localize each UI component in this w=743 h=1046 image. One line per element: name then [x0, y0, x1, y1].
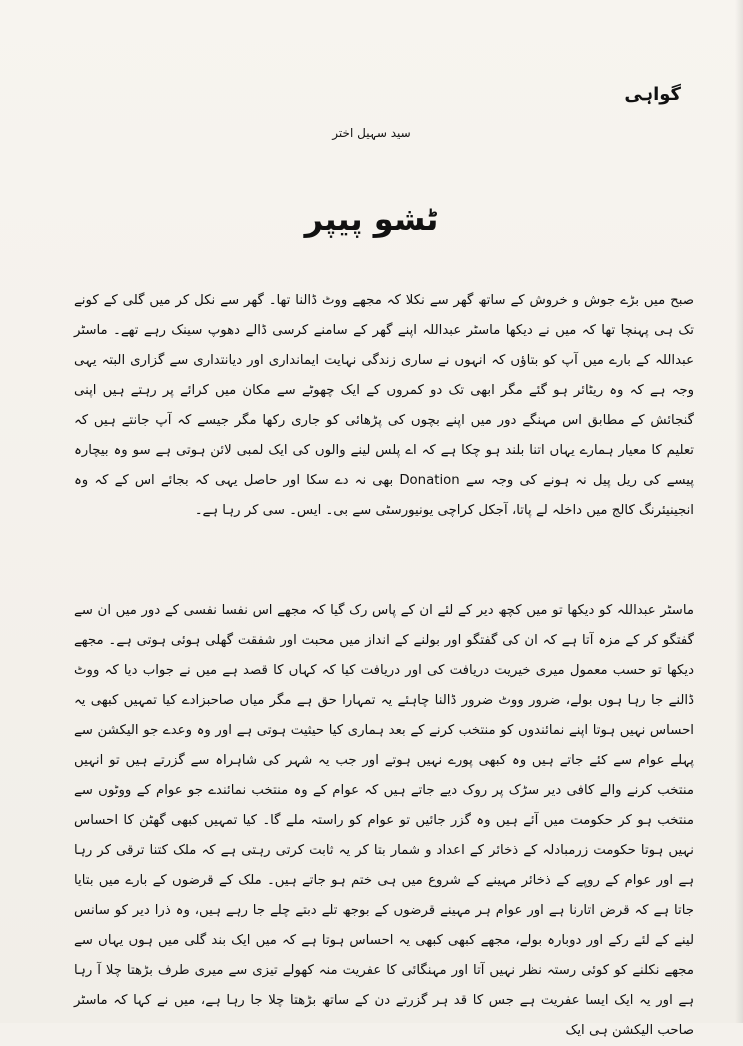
section-label: گواہی [624, 84, 681, 105]
story-paragraph-2: ماسٹر عبداللہ کو دیکھا تو میں کچھ دیر کے لئے ان کے پاس رک گیا کہ مجھے اس نفسا نفسی کے دور میں ان سے گفتگو کر کے مزہ آتا ہے کہ ان کی گفتگو اور بولنے کے انداز میں محبت اور شفقت گھلی ہوئی ہوتی ہے۔ مجھے دیکھا تو حسب معمول میری خیریت دریافت کی اور دریافت کیا کہ کہاں کا قصد ہے میں نے جواب دیا کہ ووٹ ڈالنے جا رہا ہوں بولے، ضرور ووٹ ضرور ڈالنا چاہئے یہ تمہارا حق ہے مگر میاں صاحبزادے کیا تمہیں کبھی یہ احساس نہیں ہوتا اپنے نمائندوں کو منتخب کرنے کے بعد ہماری کیا حیثیت ہوتی ہے اور وہ وعدے جو الیکشن سے پہلے عوام سے کئے جاتے ہیں وہ کبھی پورے نہیں ہوتے اور جب یہ شہر کی شاہراہ سے گزرتے ہیں تو انہیں منتخب کرنے والے کافی دیر سڑک پر روک دیے جاتے ہیں کہ عوام کے وہ منتخب نمائندے جو عوام کے ووٹوں سے منتخب ہو کر حکومت میں آئے ہیں وہ گزر جائیں تو عوام کو راستہ ملے گا۔ کیا تمہیں کبھی گھٹن کا احساس نہیں ہوتا حکومت زرمبادلہ کے ذخائر کے اعداد و شمار بتا کر یہ ثابت کرتی رہتی ہے کہ ملک کتنا ترقی کر رہا ہے اور عوام کے روپے کے ذخائر مہینے کے شروع میں ہی ختم ہو جاتے ہیں۔ ملک کے قرضوں کے بارے میں بتایا جاتا ہے کہ قرض اتارنا ہے اور عوام ہر مہینے قرضوں کے بوجھ تلے دبتے چلے جا رہے ہیں، وہ ذرا دیر کو سانس لینے کے لئے رکے اور دوبارہ بولے، مجھے کبھی کبھی یہ احساس ہوتا ہے کہ میں ایک بند گلی میں ہوں یہاں سے مجھے نکلنے کو کوئی رستہ نظر نہیں آتا اور مہنگائی کا عفریت منہ کھولے تیزی سے میری طرف بڑھتا چلا آ رہا ہے اور یہ ایک ایسا عفریت ہے جس کا قد ہر گزرتے دن کے ساتھ بڑھتا چلا جا رہا ہے، میں نے کہا کہ ماسٹر صاحب الیکشن ہی ایک [74, 603, 694, 1038]
scan-edge-shadow [735, 0, 743, 1023]
story-title: ٹشو پیپر [304, 200, 439, 238]
story-paragraph-1: صبح میں بڑے جوش و خروش کے ساتھ گھر سے نکلا کہ مجھے ووٹ ڈالنا تھا۔ گھر سے نکل کر میں گلی کے کونے تک ہی پہنچا تھا کہ میں نے دیکھا ماسٹر عبداللہ اپنے گھر کے سامنے کرسی ڈالے دھوپ سینک رہے تھے۔ ماسٹر عبداللہ کے بارے میں آپ کو بتاؤں کہ انہوں نے ساری زندگی نہایت ایمانداری اور دیانتداری سے گزاری البتہ یہی وجہ ہے کہ وہ ریٹائر ہو گئے مگر ابھی تک دو کمروں کے ایک چھوٹے سے مکان میں کرائے پر رہتے ہیں اپنی گنجائش کے مطابق اس مہنگے دور میں اپنے بچوں کی پڑھائی کو جاری رکھا مگر جیسے کہ آپ جانتے ہیں کہ تعلیم کا معیار ہمارے یہاں اتنا بلند ہو چکا ہے کہ اے پلس لینے والوں کی ایک لمبی لائن ہوتی ہے سو وہ بیچارہ پیسے کی ریل پیل نہ ہونے کی وجہ سے Donation بھی نہ دے سکا اور حاصل یہی کہ بجائے اس کے کہ وہ انجینیئرنگ کالج میں داخلہ لے پاتا، آجکل کراچی یونیورسٹی سے بی۔ ایس۔ سی کر رہا ہے۔ [74, 293, 694, 518]
author-byline: سید سہیل اختر [332, 126, 411, 140]
